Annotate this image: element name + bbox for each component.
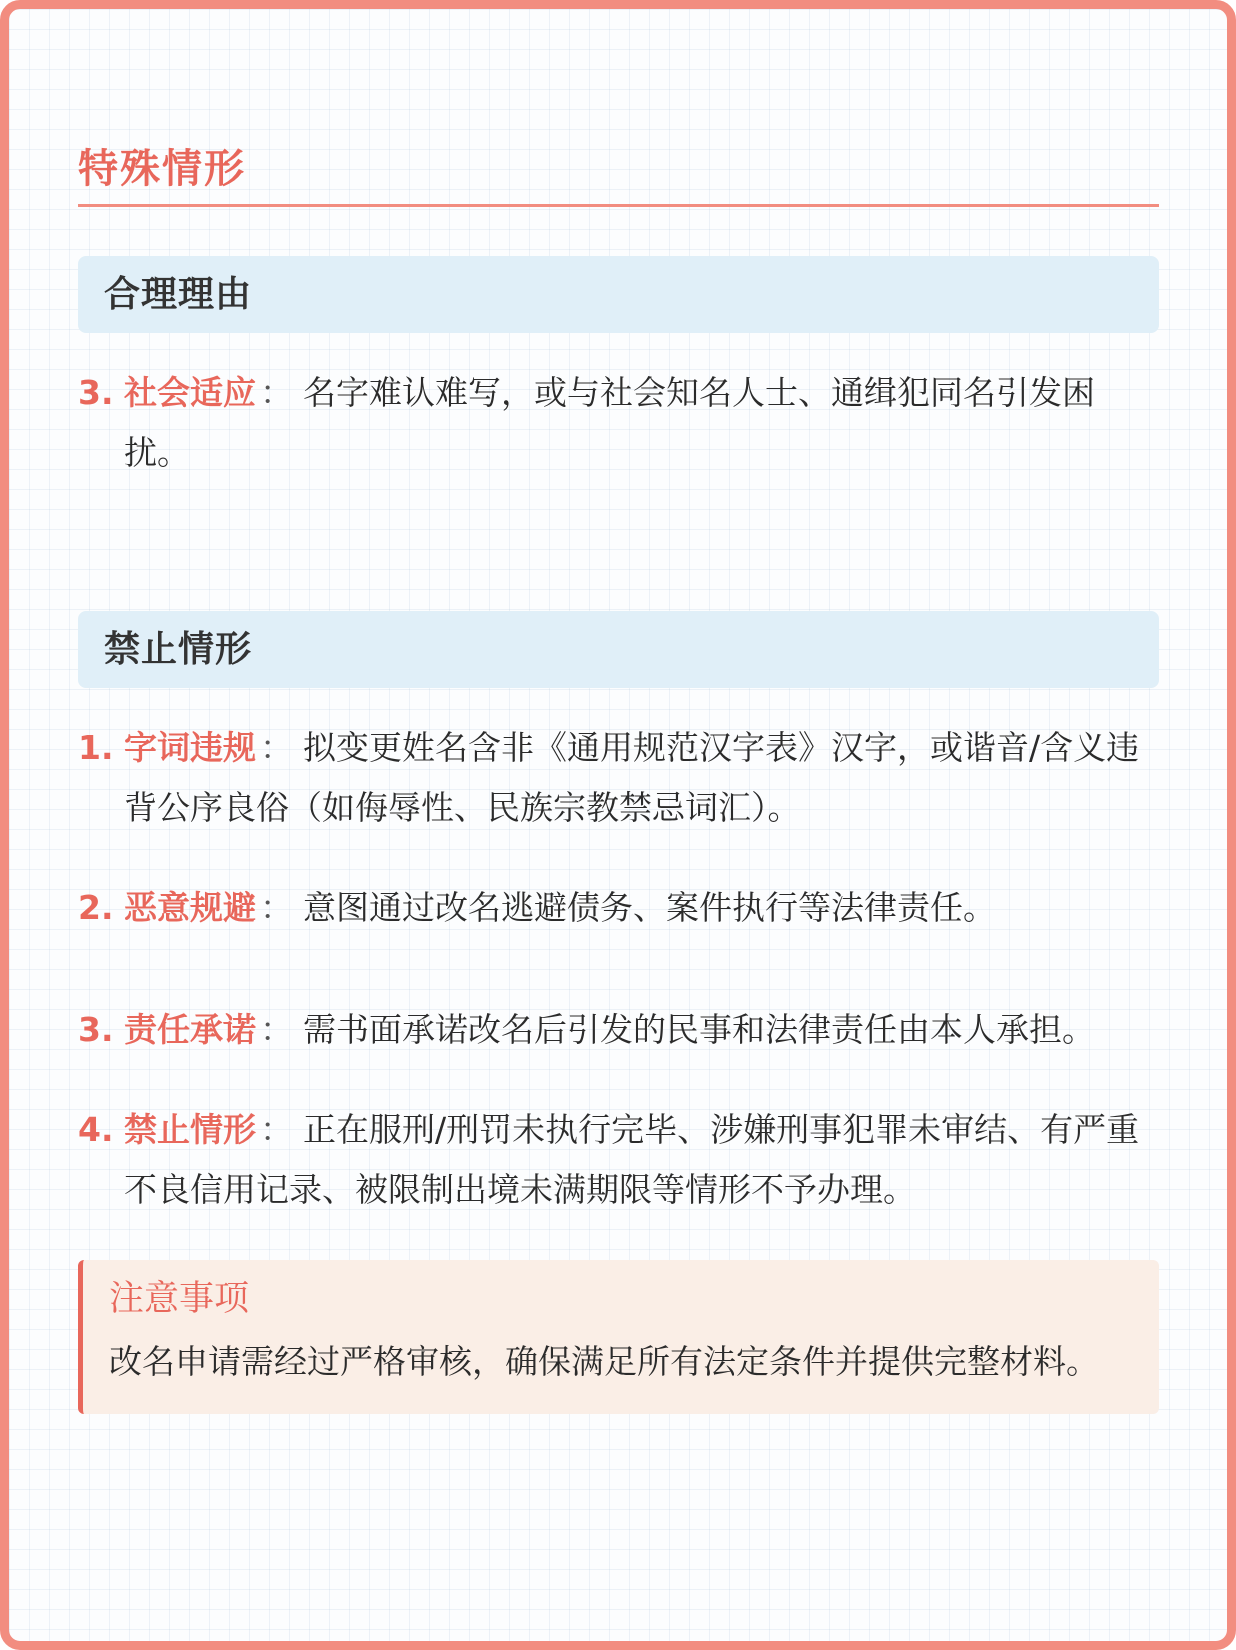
list-item <box>78 1100 1159 1220</box>
item-text: 需书面承诺改名后引发的民事和法律责任由本人承担。 <box>303 1010 1095 1049</box>
item-colon: ： <box>260 728 293 767</box>
item-colon: ： <box>260 373 293 412</box>
item-colon: ： <box>260 1110 293 1149</box>
item-text: 拟变更姓名含非《通用规范汉字表》汉字，或谐音/含义违背公序良俗（如侮辱性、民族宗教禁忌词汇）。 <box>124 728 1140 827</box>
item-number: 2. <box>78 888 114 927</box>
title-divider <box>78 204 1159 207</box>
page-title: 特殊情形 <box>78 146 246 192</box>
list-item <box>78 363 1159 483</box>
item-text: 意图通过改名逃避债务、案件执行等法律责任。 <box>303 888 996 927</box>
item-term: 字词违规 <box>124 728 256 767</box>
item-term: 社会适应 <box>124 373 256 412</box>
item-text: 名字难认难写，或与社会知名人士、通缉犯同名引发困扰。 <box>124 373 1095 472</box>
item-number: 3. <box>78 373 114 412</box>
item-term: 禁止情形 <box>124 1110 256 1149</box>
item-colon: ： <box>260 888 293 927</box>
list-item <box>78 718 1159 838</box>
notice-body: 改名申请需经过严格审核，确保满足所有法定条件并提供完整材料。 <box>109 1342 1099 1381</box>
item-number: 3. <box>78 1010 114 1049</box>
notice-box <box>78 1260 1159 1414</box>
item-text: 正在服刑/刑罚未执行完毕、涉嫌刑事犯罪未审结、有严重不良信用记录、被限制出境未满期限等情形不予办理。 <box>124 1110 1140 1209</box>
content <box>78 134 1159 1414</box>
section-heading-prohibited: 禁止情形 <box>78 611 1159 688</box>
list-item <box>78 878 1159 938</box>
list-item <box>78 1000 1159 1060</box>
item-term: 恶意规避 <box>124 888 256 927</box>
item-number: 4. <box>78 1110 114 1149</box>
item-term: 责任承诺 <box>124 1010 256 1049</box>
item-number: 1. <box>78 728 114 767</box>
item-colon: ： <box>260 1010 293 1049</box>
notice-title: 注意事项 <box>109 1279 250 1319</box>
section-heading-reasons: 合理理由 <box>78 256 1159 333</box>
